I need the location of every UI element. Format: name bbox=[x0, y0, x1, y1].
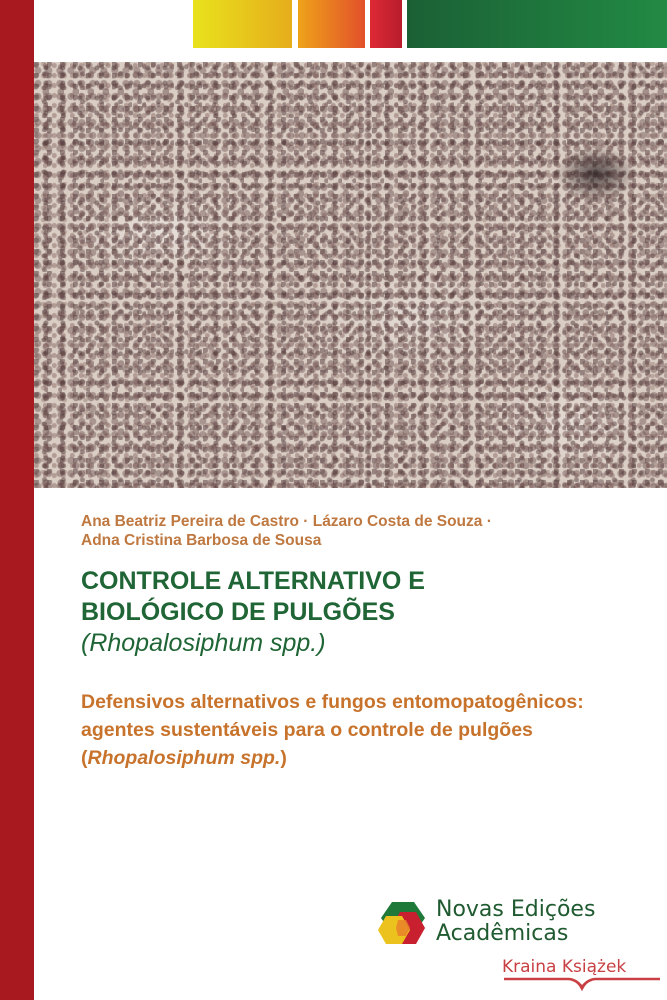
authors-line-2: Adna Cristina Barbosa de Sousa bbox=[81, 532, 322, 549]
subtitle-italic: Rhopalosiphum spp. bbox=[87, 747, 281, 769]
top-bar-yellow bbox=[193, 0, 292, 48]
top-bar-red bbox=[370, 0, 402, 48]
book-subtitle bbox=[81, 688, 621, 772]
publisher-line-2: Acadêmicas bbox=[436, 921, 569, 946]
hexagon-logo-icon bbox=[378, 898, 430, 950]
publisher-logo-block bbox=[378, 896, 638, 956]
seller-name: Kraina Książek bbox=[502, 957, 627, 977]
subtitle-text: Defensivos alternativos e fungos entomopatogênicos: agentes sustentáveis para o controle de pulgões ( bbox=[81, 691, 584, 769]
spine-stripe bbox=[0, 0, 34, 1000]
cover-image-granite bbox=[34, 62, 667, 488]
authors bbox=[81, 512, 641, 550]
title-line-2: BIOLÓGICO DE PULGÕES bbox=[81, 598, 395, 626]
top-bar-green bbox=[407, 0, 667, 48]
title-line-1: CONTROLE ALTERNATIVO E bbox=[81, 567, 425, 595]
book-underline-icon bbox=[502, 977, 662, 991]
publisher-line-1: Novas Edições bbox=[436, 897, 596, 922]
top-bar-orange bbox=[298, 0, 365, 48]
authors-line-1: Ana Beatriz Pereira de Castro · Lázaro Costa de Souza · bbox=[81, 513, 492, 530]
subtitle-close: ) bbox=[280, 747, 287, 769]
seller-watermark bbox=[502, 957, 662, 997]
book-title bbox=[81, 566, 641, 659]
publisher-name bbox=[436, 898, 595, 946]
title-line-3: (Rhopalosiphum spp.) bbox=[81, 629, 326, 657]
